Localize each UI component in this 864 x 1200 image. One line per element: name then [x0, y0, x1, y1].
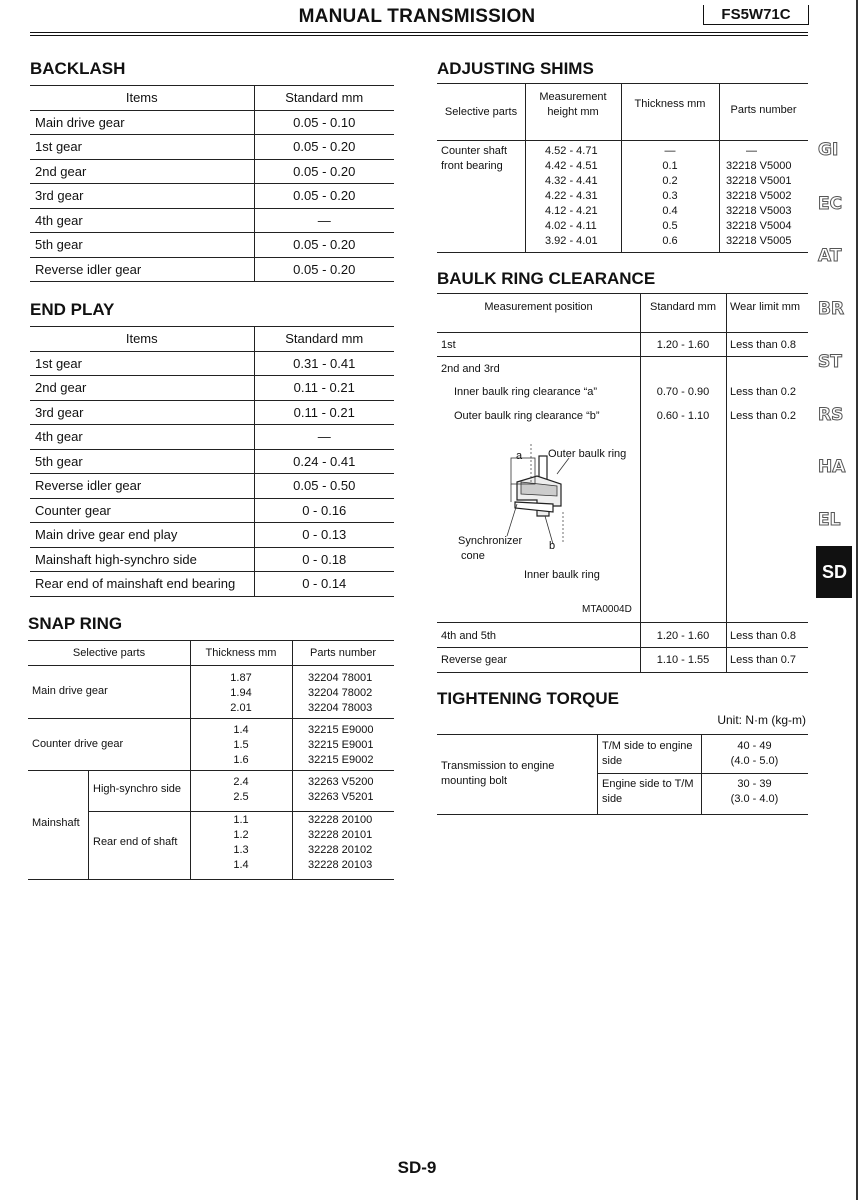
- torque-value: [701, 777, 808, 807]
- height-value: 4.32 - 4.41: [545, 175, 598, 187]
- thickness-list: [190, 775, 292, 805]
- table-row: [30, 474, 394, 499]
- position-cell: 4th and 5th: [441, 630, 497, 642]
- thickness-value: 0.6: [662, 235, 678, 247]
- part-number: 32228 20101: [308, 829, 373, 841]
- column-header: Wear limit mm: [729, 301, 801, 313]
- position-cell: 1st: [441, 339, 456, 351]
- torque-kgm: (4.0 - 5.0): [730, 755, 779, 767]
- thickness-list: [190, 671, 292, 716]
- header-rule: [30, 32, 808, 36]
- part-number: 32228 20102: [308, 844, 373, 856]
- thickness-list: [621, 144, 719, 249]
- part-number: 32218 V5005: [726, 235, 792, 247]
- position-cell: Inner baulk ring clearance “a”: [454, 386, 598, 398]
- table-row: [30, 110, 394, 135]
- value-cell: 0.11 - 0.21: [254, 376, 394, 401]
- table-row: [30, 351, 394, 376]
- column-header: Selective parts: [444, 106, 518, 118]
- torque-item: Transmission to engine mounting bolt: [441, 760, 555, 787]
- value-cell: 0.24 - 0.41: [254, 449, 394, 474]
- page-edge-rule: [856, 0, 858, 1200]
- standard-cell: 1.20 - 1.60: [656, 339, 710, 351]
- torque-table: [437, 734, 808, 815]
- value-cell: 0.05 - 0.50: [254, 474, 394, 499]
- tab-st[interactable]: ST: [818, 352, 842, 372]
- column-header: Measurement height mm: [539, 91, 607, 118]
- snap-ring-heading: SNAP RING: [28, 614, 123, 633]
- parts-number-list: [308, 671, 372, 716]
- wear-limit-cell: Less than 0.7: [730, 654, 797, 666]
- value-cell: 0.11 - 0.21: [254, 400, 394, 425]
- table-header-row: [30, 86, 394, 111]
- diagram-label-cone: cone: [461, 550, 485, 562]
- page-title: MANUAL TRANSMISSION: [298, 6, 536, 27]
- thickness-value: 1.94: [230, 687, 252, 699]
- column-header: Standard mm: [254, 327, 394, 352]
- item-cell: 5th gear: [30, 233, 254, 258]
- item-cell: 1st gear: [30, 351, 254, 376]
- torque-value: [701, 739, 808, 769]
- thickness-list: [190, 723, 292, 768]
- value-cell: 0.05 - 0.20: [254, 159, 394, 184]
- part-number: 32218 V5000: [726, 160, 792, 172]
- table-row: [30, 159, 394, 184]
- end-play-heading: END PLAY: [30, 300, 115, 319]
- thickness-value: 1.2: [233, 829, 249, 841]
- model-code: FS5W71C: [703, 5, 809, 25]
- item-cell: 4th gear: [30, 425, 254, 450]
- part-number: 32215 E9000: [308, 724, 374, 736]
- baulk-ring-heading: BAULK RING CLEARANCE: [437, 269, 656, 288]
- baulk-ring-table: [437, 293, 808, 673]
- column-header: Thickness mm: [634, 98, 706, 110]
- item-cell: Reverse idler gear: [30, 474, 254, 499]
- table-row: [30, 547, 394, 572]
- table-row: [30, 523, 394, 548]
- item-cell: Mainshaft high-synchro side: [30, 547, 254, 572]
- item-cell: 2nd gear: [30, 159, 254, 184]
- snap-ring-part-label: Main drive gear: [32, 685, 108, 697]
- thickness-value: 0.4: [662, 205, 678, 217]
- thickness-value: 1.3: [233, 844, 249, 856]
- tab-sd-active[interactable]: SD: [816, 546, 852, 598]
- snap-ring-part-label: Counter drive gear: [32, 738, 124, 750]
- value-cell: 0 - 0.18: [254, 547, 394, 572]
- table-row: [30, 425, 394, 450]
- item-cell: 3rd gear: [30, 400, 254, 425]
- part-number: 32204 78001: [308, 672, 373, 684]
- part-number: 32218 V5003: [726, 205, 792, 217]
- snap-ring-subpart-label: Rear end of shaft: [93, 836, 178, 848]
- wear-limit-cell: Less than 0.2: [730, 410, 797, 422]
- value-cell: 0.05 - 0.10: [254, 110, 394, 135]
- thickness-value: 0.3: [662, 190, 678, 202]
- thickness-value: 2.5: [233, 791, 249, 803]
- column-header: Thickness mm: [205, 647, 277, 659]
- tab-ec[interactable]: EC: [818, 194, 843, 214]
- table-header-row: [30, 327, 394, 352]
- item-cell: 4th gear: [30, 208, 254, 233]
- part-number: 32218 V5001: [726, 175, 792, 187]
- item-cell: 5th gear: [30, 449, 254, 474]
- diagram-label-a: a: [516, 450, 523, 462]
- part-number: 32228 20103: [308, 859, 373, 871]
- parts-number-list: [308, 775, 373, 805]
- diagram-label-synchro: Synchronizer: [458, 535, 523, 547]
- height-value: 4.12 - 4.21: [545, 205, 598, 217]
- table-row: [30, 498, 394, 523]
- wear-limit-cell: Less than 0.2: [730, 386, 797, 398]
- page-number: SD-9: [397, 1158, 437, 1177]
- value-cell: 0 - 0.13: [254, 523, 394, 548]
- thickness-value: 1.6: [233, 754, 249, 766]
- wear-limit-cell: Less than 0.8: [730, 339, 797, 351]
- part-number: 32215 E9001: [308, 739, 374, 751]
- part-number: 32218 V5002: [726, 190, 792, 202]
- height-value: 4.22 - 4.31: [545, 190, 598, 202]
- snap-ring-part-label: Mainshaft: [32, 817, 80, 829]
- part-number: 32215 E9002: [308, 754, 374, 766]
- thickness-value: 0.2: [662, 175, 678, 187]
- value-cell: 0 - 0.14: [254, 572, 394, 597]
- adjusting-shims-heading: ADJUSTING SHIMS: [437, 59, 594, 78]
- position-cell: 2nd and 3rd: [441, 363, 500, 375]
- tightening-torque-heading: TIGHTENING TORQUE: [437, 689, 619, 708]
- thickness-value: 1.4: [233, 724, 249, 736]
- table-row: [30, 208, 394, 233]
- item-cell: Counter gear: [30, 498, 254, 523]
- table-row: [30, 184, 394, 209]
- table-row: [30, 572, 394, 597]
- thickness-value: 2.01: [230, 702, 252, 714]
- table-row: [30, 135, 394, 160]
- parts-number-list: [726, 144, 791, 249]
- position-cell: Reverse gear: [441, 654, 508, 666]
- value-cell: 0.05 - 0.20: [254, 233, 394, 258]
- tab-br[interactable]: BR: [818, 299, 845, 319]
- tab-ha[interactable]: HA: [818, 457, 846, 477]
- column-header: Selective parts: [72, 647, 146, 659]
- item-cell: Reverse idler gear: [30, 257, 254, 282]
- table-row: [30, 400, 394, 425]
- torque-unit: Unit: N·m (kg-m): [717, 713, 806, 727]
- diagram-label-inner: Inner baulk ring: [524, 569, 600, 581]
- column-header: Items: [30, 86, 254, 111]
- part-number: 32263 V5201: [308, 791, 374, 803]
- backlash-table: [30, 85, 394, 282]
- end-play-table: [30, 326, 394, 597]
- standard-cell: 0.60 - 1.10: [656, 410, 710, 422]
- thickness-value: 1.1: [233, 814, 249, 826]
- part-number: —: [746, 145, 757, 157]
- standard-cell: 0.70 - 0.90: [656, 386, 710, 398]
- thickness-list: [190, 813, 292, 873]
- tab-gi[interactable]: GI: [818, 140, 839, 160]
- column-header: Measurement position: [484, 301, 593, 313]
- tab-rs[interactable]: RS: [818, 405, 844, 425]
- value-cell: 0 - 0.16: [254, 498, 394, 523]
- table-row: [30, 233, 394, 258]
- diagram-label-outer: Outer baulk ring: [548, 448, 627, 460]
- part-number: 32204 78002: [308, 687, 373, 699]
- adjusting-shims-table: [437, 83, 808, 253]
- column-header: Items: [30, 327, 254, 352]
- value-cell: 0.05 - 0.20: [254, 257, 394, 282]
- parts-number-list: [308, 723, 373, 768]
- item-cell: 1st gear: [30, 135, 254, 160]
- item-cell: Main drive gear end play: [30, 523, 254, 548]
- torque-kgm: (3.0 - 4.0): [730, 793, 779, 805]
- parts-number-list: [308, 813, 372, 873]
- value-cell: —: [254, 425, 394, 450]
- column-header: Parts number: [309, 647, 377, 659]
- value-cell: 0.05 - 0.20: [254, 184, 394, 209]
- torque-side: T/M side to engine side: [602, 740, 693, 767]
- table-row: [30, 449, 394, 474]
- snap-ring-table: [28, 640, 394, 880]
- column-header: Parts number: [730, 104, 797, 116]
- position-cell: Outer baulk ring clearance “b”: [454, 410, 600, 422]
- tab-at[interactable]: AT: [818, 246, 842, 266]
- table-row: [30, 376, 394, 401]
- thickness-value: 0.5: [662, 220, 678, 232]
- wear-limit-cell: Less than 0.8: [730, 630, 797, 642]
- standard-cell: 1.10 - 1.55: [656, 654, 710, 666]
- thickness-value: 0.1: [662, 160, 678, 172]
- diagram-code: MTA0004D: [582, 604, 632, 615]
- part-number: 32263 V5200: [308, 776, 374, 788]
- part-number: 32228 20100: [308, 814, 373, 826]
- item-cell: Main drive gear: [30, 110, 254, 135]
- snap-ring-subpart-label: High-synchro side: [93, 783, 182, 795]
- thickness-value: —: [664, 145, 676, 157]
- height-value: 4.42 - 4.51: [545, 160, 598, 172]
- height-value: 4.52 - 4.71: [545, 145, 598, 157]
- item-cell: 3rd gear: [30, 184, 254, 209]
- thickness-value: 1.5: [233, 739, 249, 751]
- backlash-heading: BACKLASH: [30, 59, 126, 78]
- diagram-label-b: b: [549, 540, 556, 552]
- thickness-value: 2.4: [233, 776, 249, 788]
- column-header: Standard mm: [254, 86, 394, 111]
- height-value: 3.92 - 4.01: [545, 235, 598, 247]
- tab-el[interactable]: EL: [818, 510, 841, 530]
- value-cell: 0.31 - 0.41: [254, 351, 394, 376]
- torque-side: Engine side to T/M side: [602, 778, 694, 805]
- torque-nm: 40 - 49: [737, 740, 772, 752]
- torque-nm: 30 - 39: [737, 778, 772, 790]
- item-cell: Rear end of mainshaft end bearing: [30, 572, 254, 597]
- part-number: 32204 78003: [308, 702, 373, 714]
- column-header: Standard mm: [649, 301, 717, 313]
- thickness-value: 1.4: [233, 859, 249, 871]
- value-cell: 0.05 - 0.20: [254, 135, 394, 160]
- shim-part-label: Counter shaft front bearing: [441, 145, 508, 172]
- standard-cell: 1.20 - 1.60: [656, 630, 710, 642]
- value-cell: —: [254, 208, 394, 233]
- thickness-value: 1.87: [230, 672, 252, 684]
- table-row: [30, 257, 394, 282]
- part-number: 32218 V5004: [726, 220, 792, 232]
- item-cell: 2nd gear: [30, 376, 254, 401]
- height-list: [545, 144, 598, 249]
- height-value: 4.02 - 4.11: [545, 220, 597, 232]
